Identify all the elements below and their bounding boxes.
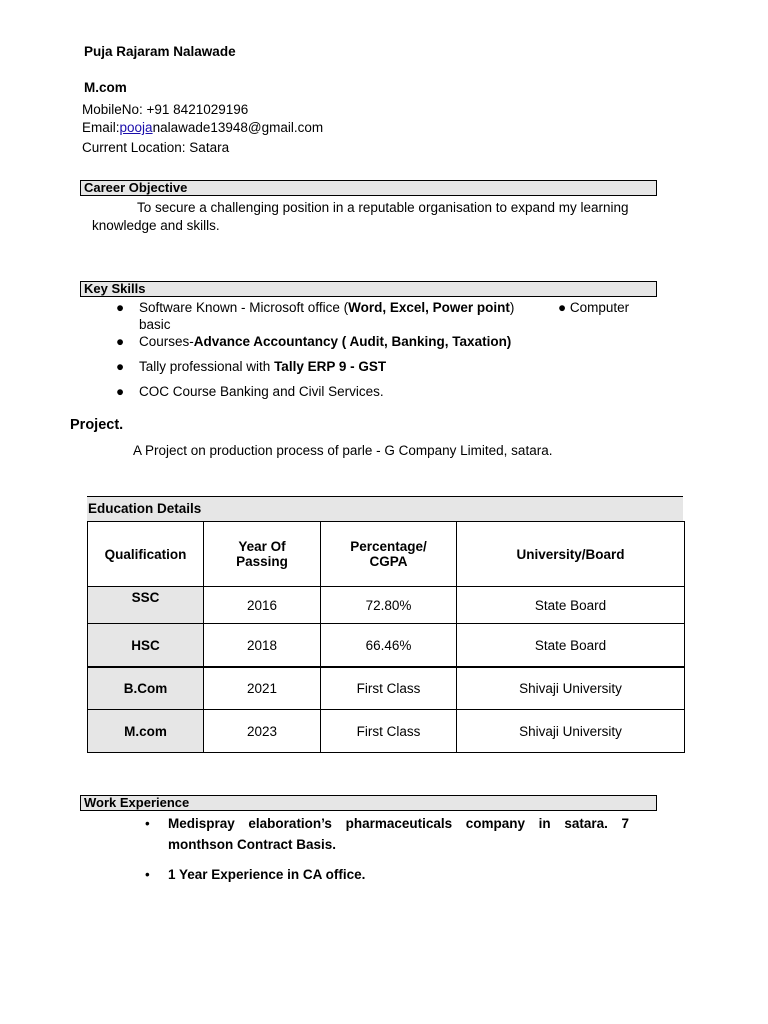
table-header-row xyxy=(88,522,685,587)
bullet-icon: ● xyxy=(116,334,125,349)
email-label: Email: xyxy=(82,120,120,135)
current-location: Current Location: Satara xyxy=(82,140,230,155)
board-cell: Shivaji University xyxy=(457,667,685,710)
board-cell: Shivaji University xyxy=(457,710,685,753)
board-cell: State Board xyxy=(457,624,685,668)
key-skills-list xyxy=(116,299,646,400)
percentage-cell: 66.46% xyxy=(321,624,457,668)
candidate-name: Puja Rajaram Nalawade xyxy=(84,44,236,59)
email-rest: nalawade13948@gmail.com xyxy=(152,120,324,135)
skill-item: ● COC Course Banking and Civil Services. xyxy=(116,384,384,399)
work-experience-list xyxy=(145,813,629,883)
education-table xyxy=(87,521,685,753)
project-heading: Project. xyxy=(70,417,124,433)
work-item: • 1 Year Experience in CA office. xyxy=(145,867,366,882)
qualification-cell: SSC xyxy=(88,587,204,624)
qualification-cell: B.Com xyxy=(88,667,204,710)
table-row xyxy=(88,710,685,753)
qualification-cell: HSC xyxy=(88,624,204,668)
candidate-degree: M.com xyxy=(84,80,127,95)
bullet-icon: • xyxy=(145,867,150,882)
key-skills-heading: Key Skills xyxy=(80,281,657,297)
skill-extra: ● Computer xyxy=(558,300,630,315)
column-header: Percentage/ CGPA xyxy=(321,522,457,587)
bullet-icon: ● xyxy=(116,384,125,399)
table-row xyxy=(88,667,685,710)
career-objective-heading: Career Objective xyxy=(80,180,657,196)
column-header: University/Board xyxy=(457,522,685,587)
column-header: Year Of Passing xyxy=(204,522,321,587)
bullet-icon: ● xyxy=(116,300,125,315)
qualification-cell: M.com xyxy=(88,710,204,753)
percentage-cell: First Class xyxy=(321,667,457,710)
education-heading: Education Details xyxy=(87,496,683,521)
table-row xyxy=(88,587,685,624)
year-cell: 2023 xyxy=(204,710,321,753)
bullet-icon: • xyxy=(145,816,150,831)
percentage-cell: First Class xyxy=(321,710,457,753)
board-cell: State Board xyxy=(457,587,685,624)
skill-wrap: basic xyxy=(139,317,171,332)
year-cell: 2018 xyxy=(204,624,321,668)
column-header: Qualification xyxy=(88,522,204,587)
email-link[interactable]: pooja xyxy=(119,120,153,135)
bullet-icon: ● xyxy=(116,359,125,374)
work-experience-heading: Work Experience xyxy=(80,795,657,811)
career-objective-text: To secure a challenging position in a reputable organisation to expand my learning knowledge and skills. xyxy=(92,200,629,233)
skill-item: ● Tally professional with Tally ERP 9 - GST xyxy=(116,359,387,374)
skill-item: ● Software Known - Microsoft office (Word, Excel, Power point) ● Computer basic xyxy=(116,300,630,332)
skill-item: ● Courses-Advance Accountancy ( Audit, Banking, Taxation) xyxy=(116,334,512,349)
table-row xyxy=(88,624,685,668)
percentage-cell: 72.80% xyxy=(321,587,457,624)
year-cell: 2021 xyxy=(204,667,321,710)
mobile-number: MobileNo: +91 8421029196 xyxy=(82,102,249,117)
project-text: A Project on production process of parle - G Company Limited, satara. xyxy=(133,443,553,458)
year-cell: 2016 xyxy=(204,587,321,624)
email-line xyxy=(82,120,323,135)
work-item: • Medispray elaboration’s pharmaceuticals company in satara. 7 monthson Contract Basis. xyxy=(145,813,629,855)
